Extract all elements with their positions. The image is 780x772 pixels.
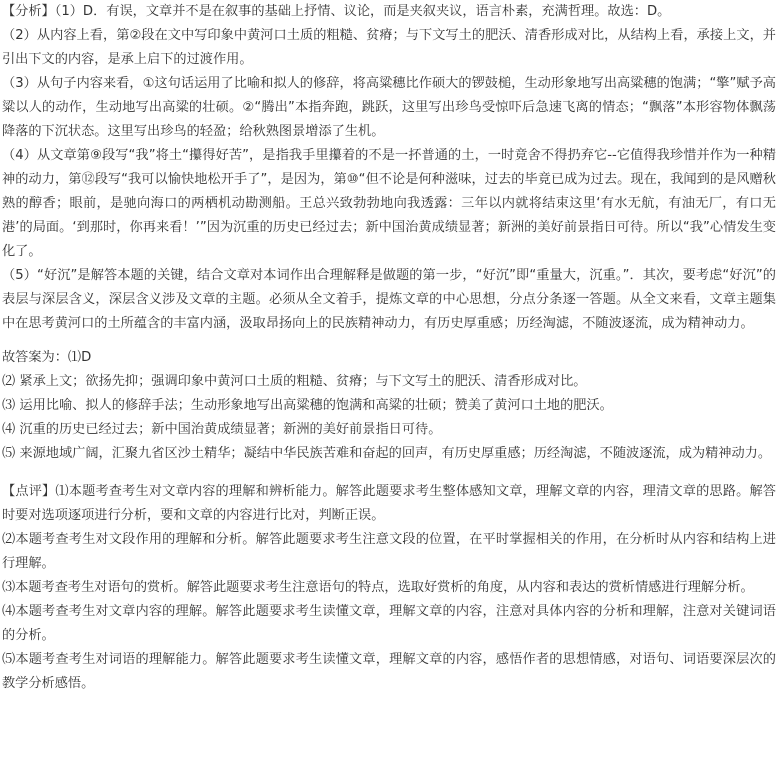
analysis-paragraph-3: （3）从句子内容来看，①这句话运用了比喻和拟人的修辞，将高粱穗比作硕大的锣鼓槌，生动形象地写出高粱穗的饱满；“擎”赋予高粱以人的动作，生动地写出高粱的壮硕。②“腾出”本指奔跑，跳跃，这里写出珍鸟受惊吓后急速飞离的情态；“飘落”本形容物体飘荡降落的下沉状态。这里写出珍鸟的轻盈；给秋熟图景增添了生机。 — [2, 76, 776, 139]
analysis-paragraph-2: （2）从内容上看，第②段在文中写印象中黄河口土质的粗糙、贫瘠；与下文写土的肥沃、清香形成对比，从结构上看，承接上文，并引出下文的内容，是承上启下的过渡作用。 — [2, 28, 776, 67]
answer-section — [2, 346, 776, 466]
comment-section — [2, 480, 776, 696]
section-spacer — [2, 466, 776, 480]
answer-line-1: 故答案为：⑴D — [2, 350, 92, 365]
section-spacer — [2, 336, 776, 346]
comment-line-5: ⑸本题考查考生对词语的理解能力。解答此题要求考生读懂文章，理解文章的内容，感悟作者的思想情感，对语句、词语要深层次的教学分析感悟。 — [2, 652, 776, 691]
analysis-section — [2, 0, 776, 336]
analysis-paragraph-1: 【分析】（1）D．有误，文章并不是在叙事的基础上抒情、议论，而是夹叙夹议，语言朴素，充满哲理。故选：D。 — [2, 4, 671, 19]
analysis-paragraph-5: （5）“好沉”是解答本题的关键，结合文章对本词作出合理解释是做题的第一步，“好沉”即“重量大，沉重。”．其次，要考虑“好沉”的表层与深层含义，深层含义涉及文章的主题。必须从全文着手，提炼文章的中心思想，分点分条逐一答题。从全文来看，文章主题集中在思考黄河口的土所蕴含的丰富内涵，汲取昂扬向上的民族精神动力，有历史厚重感；历经淘滤，不随波逐流，成为精神动力。 — [2, 268, 776, 331]
comment-line-1: 【点评】⑴本题考查考生对文章内容的理解和辨析能力。解答此题要求考生整体感知文章，理解文章的内容，理清文章的思路。解答时要对选项逐项进行分析，要和文章的内容进行比对，判断正误。 — [2, 484, 776, 523]
answer-line-2: ⑵ 紧承上文；欲扬先抑；强调印象中黄河口土质的粗糙、贫瘠；与下文写土的肥沃、清香形成对比。 — [2, 374, 587, 389]
comment-line-4: ⑷本题考查考生对文章内容的理解。解答此题要求考生读懂文章，理解文章的内容，注意对具体内容的分析和理解，注意对关键词语的分析。 — [2, 604, 776, 643]
answer-line-5: ⑸ 来源地域广阔，汇聚九省区沙土精华；凝结中华民族苦难和奋起的回声，有历史厚重感；历经淘滤，不随波逐流，成为精神动力。 — [2, 446, 772, 461]
analysis-paragraph-4: （4）从文章第⑨段写“我”将土“攥得好苦”，是指我手里攥着的不是一抔普通的土，一时竟舍不得扔弃它--它值得我珍惜并作为一种精神的动力，第⑫段写“我可以愉快地松开手了”，是因为，第⑩“但不论是何种滋味，过去的毕竟已成为过去。现在，我闻到的是风赠秋熟的醇香；眼前，是驰向海口的两栖机动勘测船。王总兴致勃勃地向我透露：三年以内就将结束这里‘有水无航，有油无厂，有口无港’的局面。‘到那时，你再来看！’”因为沉重的历史已经过去；新中国治黄成绩显著；新洲的美好前景指日可待。所以“我”心情发生变化了。 — [2, 148, 776, 259]
comment-line-2: ⑵本题考查考生对文段作用的理解和分析。解答此题要求考生注意文段的位置，在平时掌握相关的作用，在分析时从内容和结构上进行理解。 — [2, 532, 776, 571]
answer-line-3: ⑶ 运用比喻、拟人的修辞手法；生动形象地写出高粱穗的饱满和高粱的壮硕；赞美了黄河口土地的肥沃。 — [2, 398, 613, 413]
answer-line-4: ⑷ 沉重的历史已经过去；新中国治黄成绩显著；新洲的美好前景指日可待。 — [2, 422, 442, 437]
comment-line-3: ⑶本题考查考生对语句的赏析。解答此题要求考生注意语句的特点，选取好赏析的角度，从内容和表达的赏析情感进行理解分析。 — [2, 580, 754, 595]
